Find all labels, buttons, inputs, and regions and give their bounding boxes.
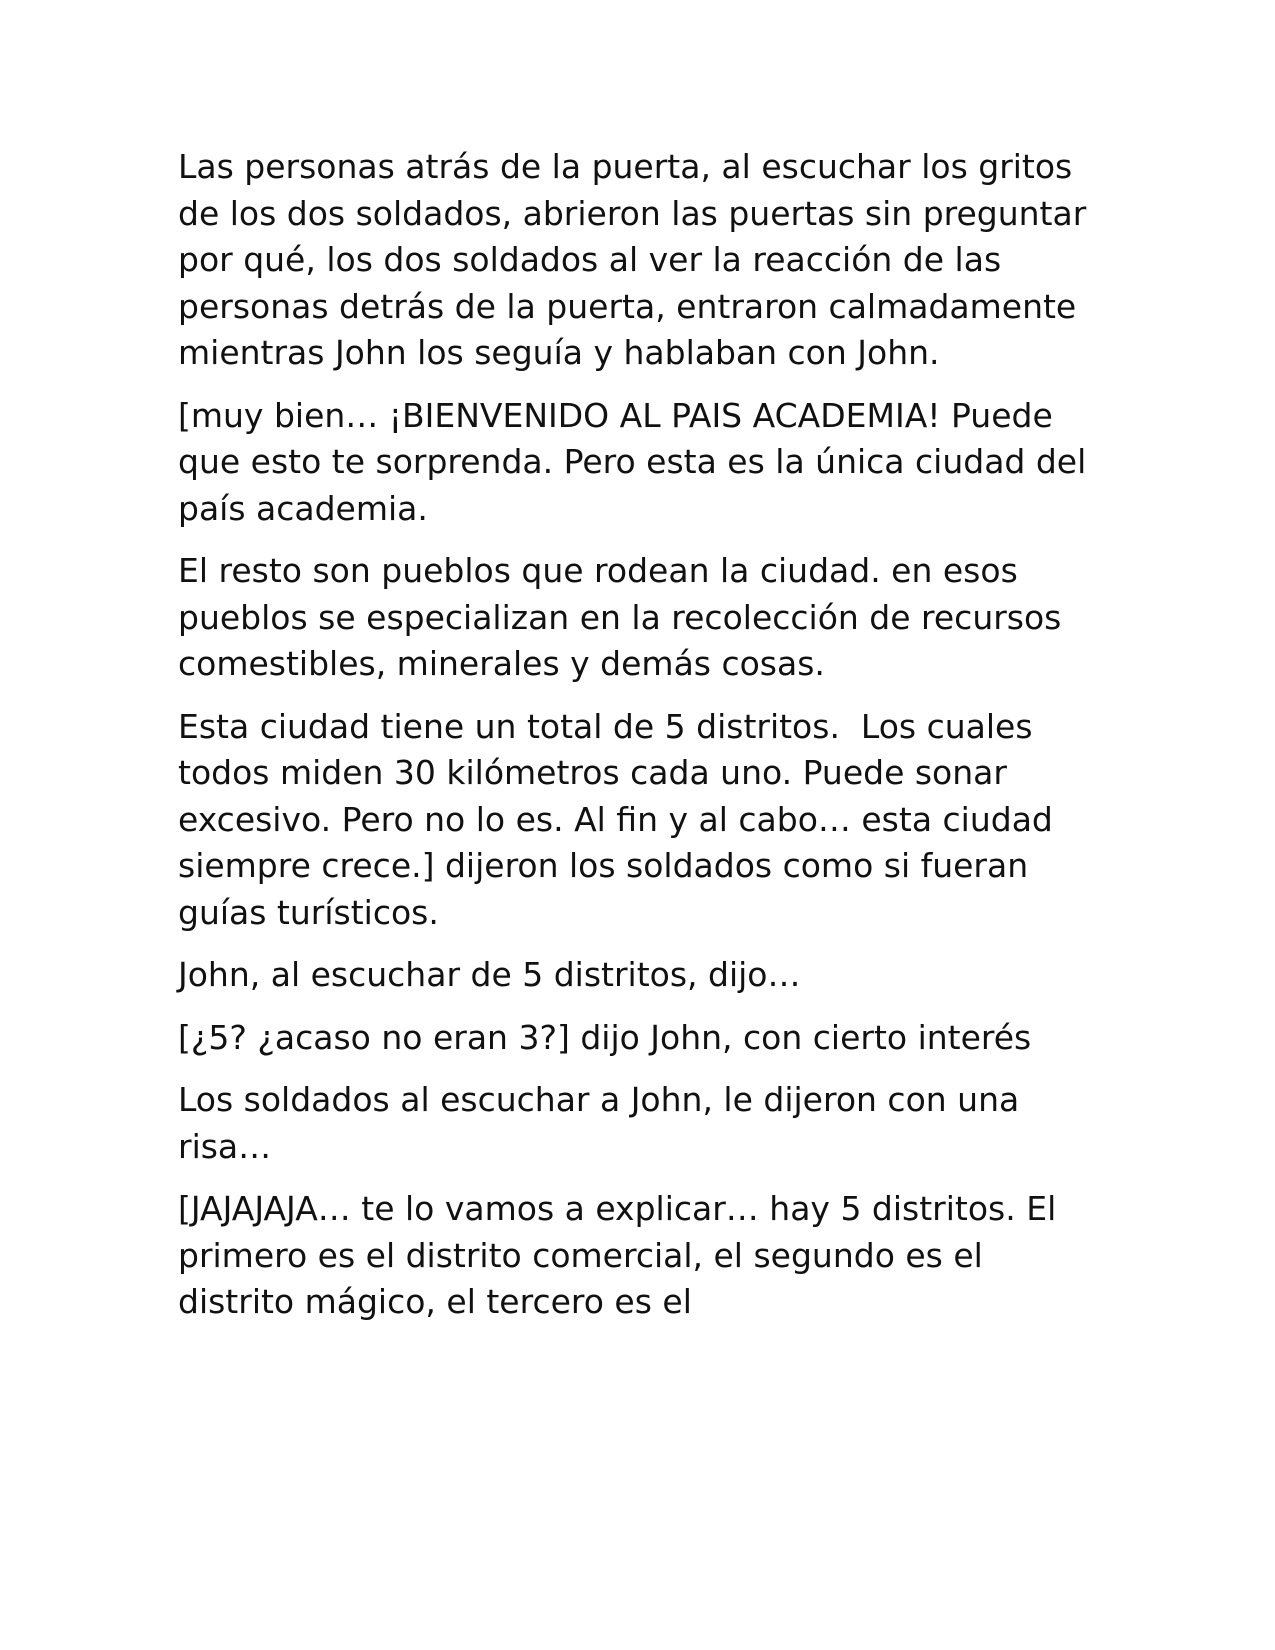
paragraph-8: [JAJAJAJA… te lo vamos a explicar… hay 5 distritos. El primero es el distrito comercial, el segundo es el distrito mágico, el tercero es el: [178, 1189, 1067, 1321]
paragraph-6: [¿5? ¿acaso no eran 3?] dijo John, con cierto interés: [178, 1017, 1032, 1057]
paragraph-1: Las personas atrás de la puerta, al escuchar los gritos de los dos soldados, abrieron las puertas sin preguntar por qué, los dos soldados al ver la reacción de las personas detrás de la puerta, entraron calmadamente mientras John los seguía y hablaban con John.: [178, 147, 1097, 372]
document-body: [178, 144, 1098, 1342]
paragraph-2: [muy bien… ¡BIENVENIDO AL PAIS ACADEMIA! Puede que esto te sorprenda. Pero esta es la única ciudad del país academia.: [178, 395, 1097, 528]
paragraph-4: Esta ciudad tiene un total de 5 distritos. Los cuales todos miden 30 kilómetros cada uno. Puede sonar excesivo. Pero no lo es. Al fin y al cabo… esta ciudad siempre crece.] dijeron los soldados como si fueran guías turísticos.: [178, 706, 1064, 932]
paragraph-7: Los soldados al escuchar a John, le dijeron con una risa…: [178, 1080, 1030, 1166]
paragraph-3: El resto son pueblos que rodean la ciudad. en esos pueblos se especializan en la recolección de recursos comestibles, minerales y demás cosas.: [178, 551, 1072, 683]
paragraph-5: John, al escuchar de 5 distritos, dijo…: [178, 955, 801, 994]
